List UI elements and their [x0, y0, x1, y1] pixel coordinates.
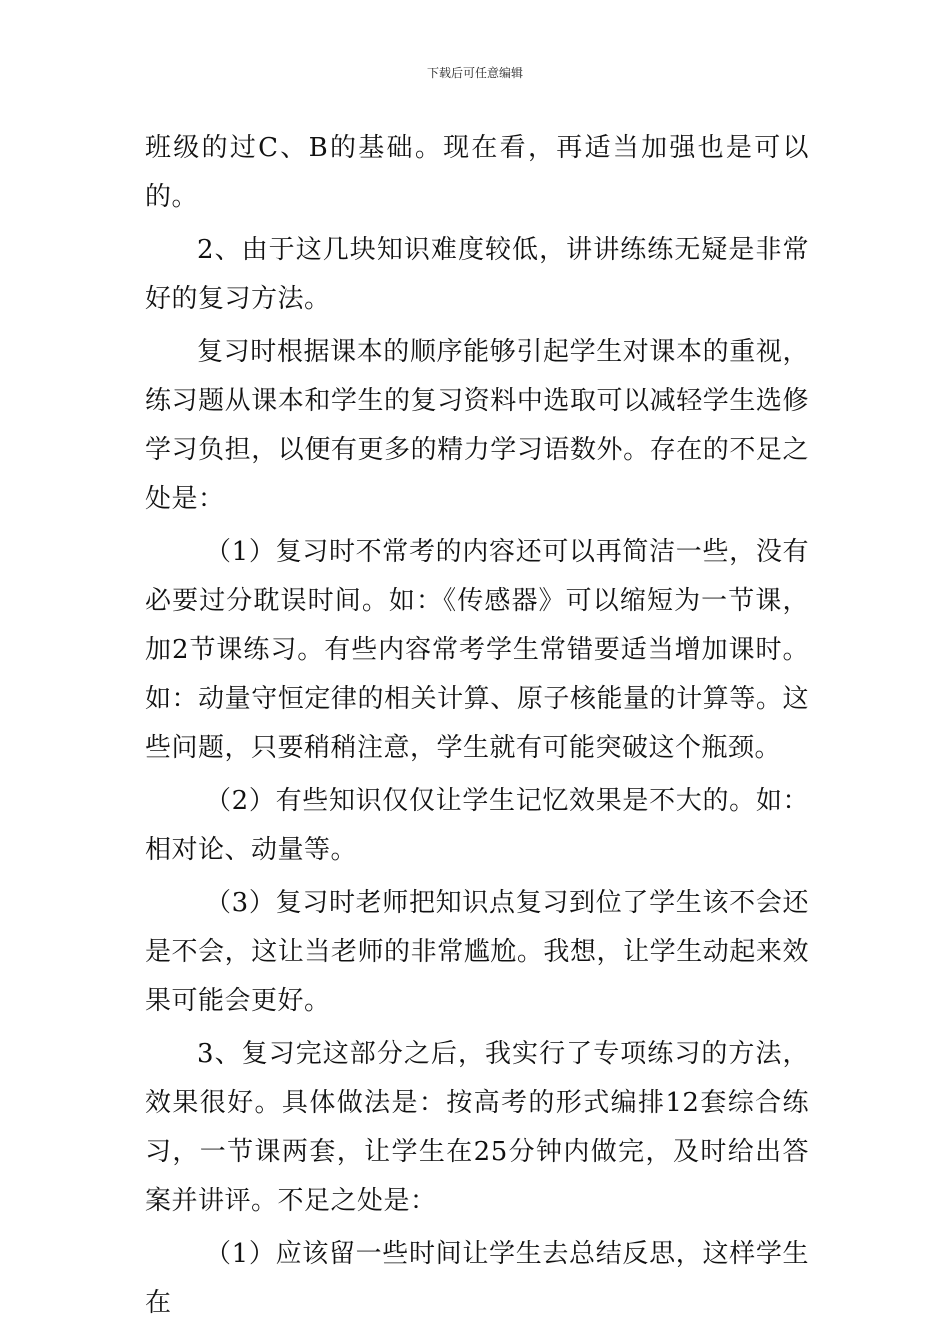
paragraph-4: （1）复习时不常考的内容还可以再简洁一些，没有必要过分耽误时间。如：《传感器》可以缩短为一节课，加2节课练习。有些内容常考学生常错要适当增加课时。如：动量守恒定律的相关计算、原子核能量的计算等。这些问题，只要稍稍注意，学生就有可能突破这个瓶颈。 [145, 537, 809, 763]
page-header: 下载后可任意编辑 [426, 66, 523, 80]
paragraph-6: （3）复习时老师把知识点复习到位了学生该不会还是不会，这让当老师的非常尴尬。我想，让学生动起来效果可能会更好。 [145, 888, 809, 1016]
document-body [145, 124, 809, 1328]
paragraph-3: 复习时根据课本的顺序能够引起学生对课本的重视，练习题从课本和学生的复习资料中选取可以减轻学生选修学习负担，以便有更多的精力学习语数外。存在的不足之处是： [145, 337, 809, 514]
paragraph-7: 3、复习完这部分之后，我实行了专项练习的方法，效果很好。具体做法是：按高考的形式编排12套综合练习，一节课两套，让学生在25分钟内做完，及时给出答案并讲评。不足之处是： [145, 1039, 809, 1216]
paragraph-5: （2）有些知识仅仅让学生记忆效果是不大的。如：相对论、动量等。 [145, 786, 809, 865]
paragraph-8: （1）应该留一些时间让学生去总结反思，这样学生在 [145, 1239, 809, 1318]
paragraph-2: 2、由于这几块知识难度较低，讲讲练练无疑是非常好的复习方法。 [145, 235, 809, 314]
paragraph-1: 班级的过C、B的基础。现在看，再适当加强也是可以的。 [145, 133, 809, 212]
